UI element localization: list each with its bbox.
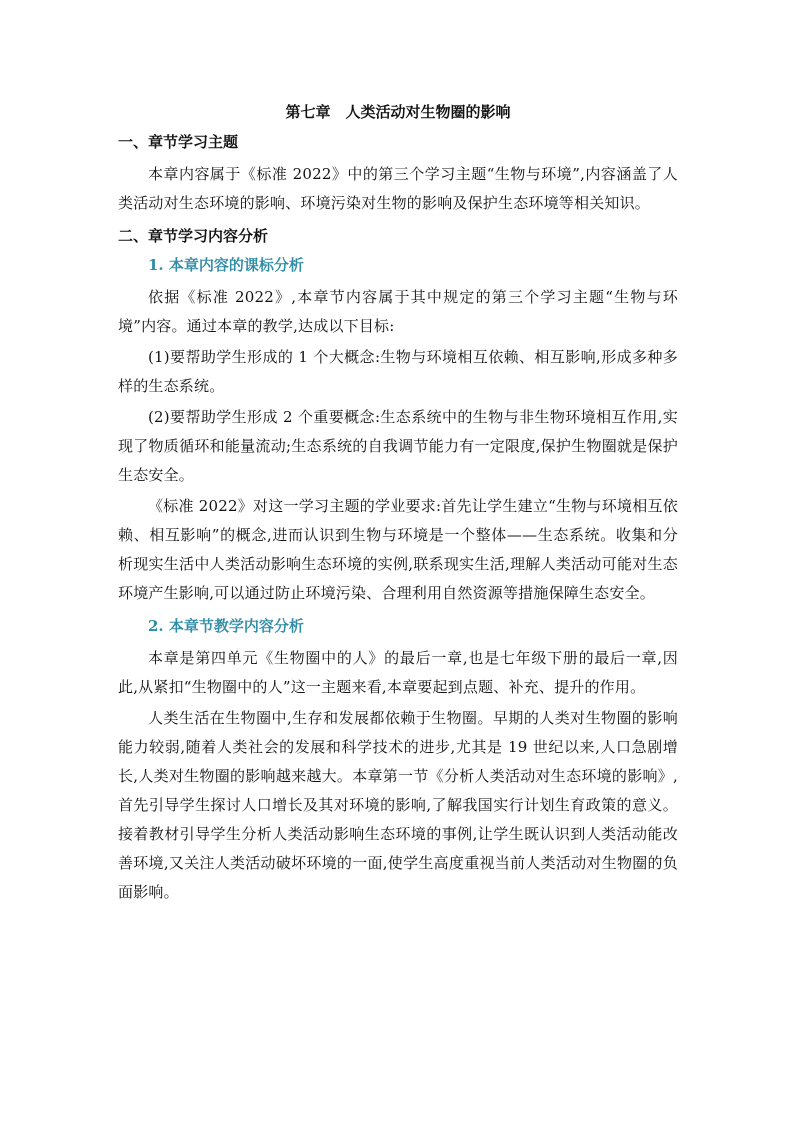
document-title: 第七章 人类活动对生物圈的影响 [285,103,511,121]
subsection-heading-teaching-content: 2. 本章节教学内容分析 [148,617,304,635]
standard-analysis-paragraph-3: (2)要帮助学生形成 2 个重要概念:生态系统中的生物与非生物环境相互作用,实现了物质循环和能量流动;生态系统的自我调节能力有一定限度,保护生物圈就是保护生态安全。 [118,408,678,484]
teaching-content-paragraph-2: 人类生活在生物圈中,生存和发展都依赖于生物圈。早期的人类对生物圈的影响能力较弱,随着人类社会的发展和科学技术的进步,尤其是 19 世纪以来,人口急剧增长,人类对生物圈的影响越来越大。本章第一节《分析人类活动对生态环境的影响》,首先引导学生探讨人口增长及其对环境的影响,了解我国实行计划生育政策的意义。接着教材引导学生分析人类活动影响生态环境的事例,让学生既认识到人类活动能改善环境,又关注人类活动破坏环境的一面,使学生高度重视当前人类活动对生物圈的负面影响。 [118,709,678,901]
section-heading-topic: 一、章节学习主题 [118,133,239,151]
topic-paragraph: 本章内容属于《标准 2022》中的第三个学习主题“生物与环境”,内容涵盖了人类活动对生态环境的影响、环境污染对生物的影响及保护生态环境等相关知识。 [118,165,678,212]
document-page [118,100,678,909]
section-heading-content-analysis: 二、章节学习内容分析 [118,227,269,245]
standard-analysis-paragraph-2: (1)要帮助学生形成的 1 个大概念:生物与环境相互依赖、相互影响,形成多种多样的生态系统。 [118,348,678,395]
standard-analysis-paragraph-1: 依据《标准 2022》,本章节内容属于其中规定的第三个学习主题“生物与环境”内容。通过本章的教学,达成以下目标: [118,288,678,335]
subsection-heading-standard-analysis: 1. 本章内容的课标分析 [148,256,304,274]
standard-analysis-paragraph-4: 《标准 2022》对这一学习主题的学业要求:首先让学生建立“生物与环境相互依赖、相互影响”的概念,进而认识到生物与环境是一个整体——生态系统。收集和分析现实生活中人类活动影响生态环境的实例,联系现实生活,理解人类活动可能对生态环境产生影响,可以通过防止环境污染、合理利用自然资源等措施保障生态安全。 [118,497,678,602]
teaching-content-paragraph-1: 本章是第四单元《生物圈中的人》的最后一章,也是七年级下册的最后一章,因此,从紧扣“生物圈中的人”这一主题来看,本章要起到点题、补充、提升的作用。 [118,649,678,696]
